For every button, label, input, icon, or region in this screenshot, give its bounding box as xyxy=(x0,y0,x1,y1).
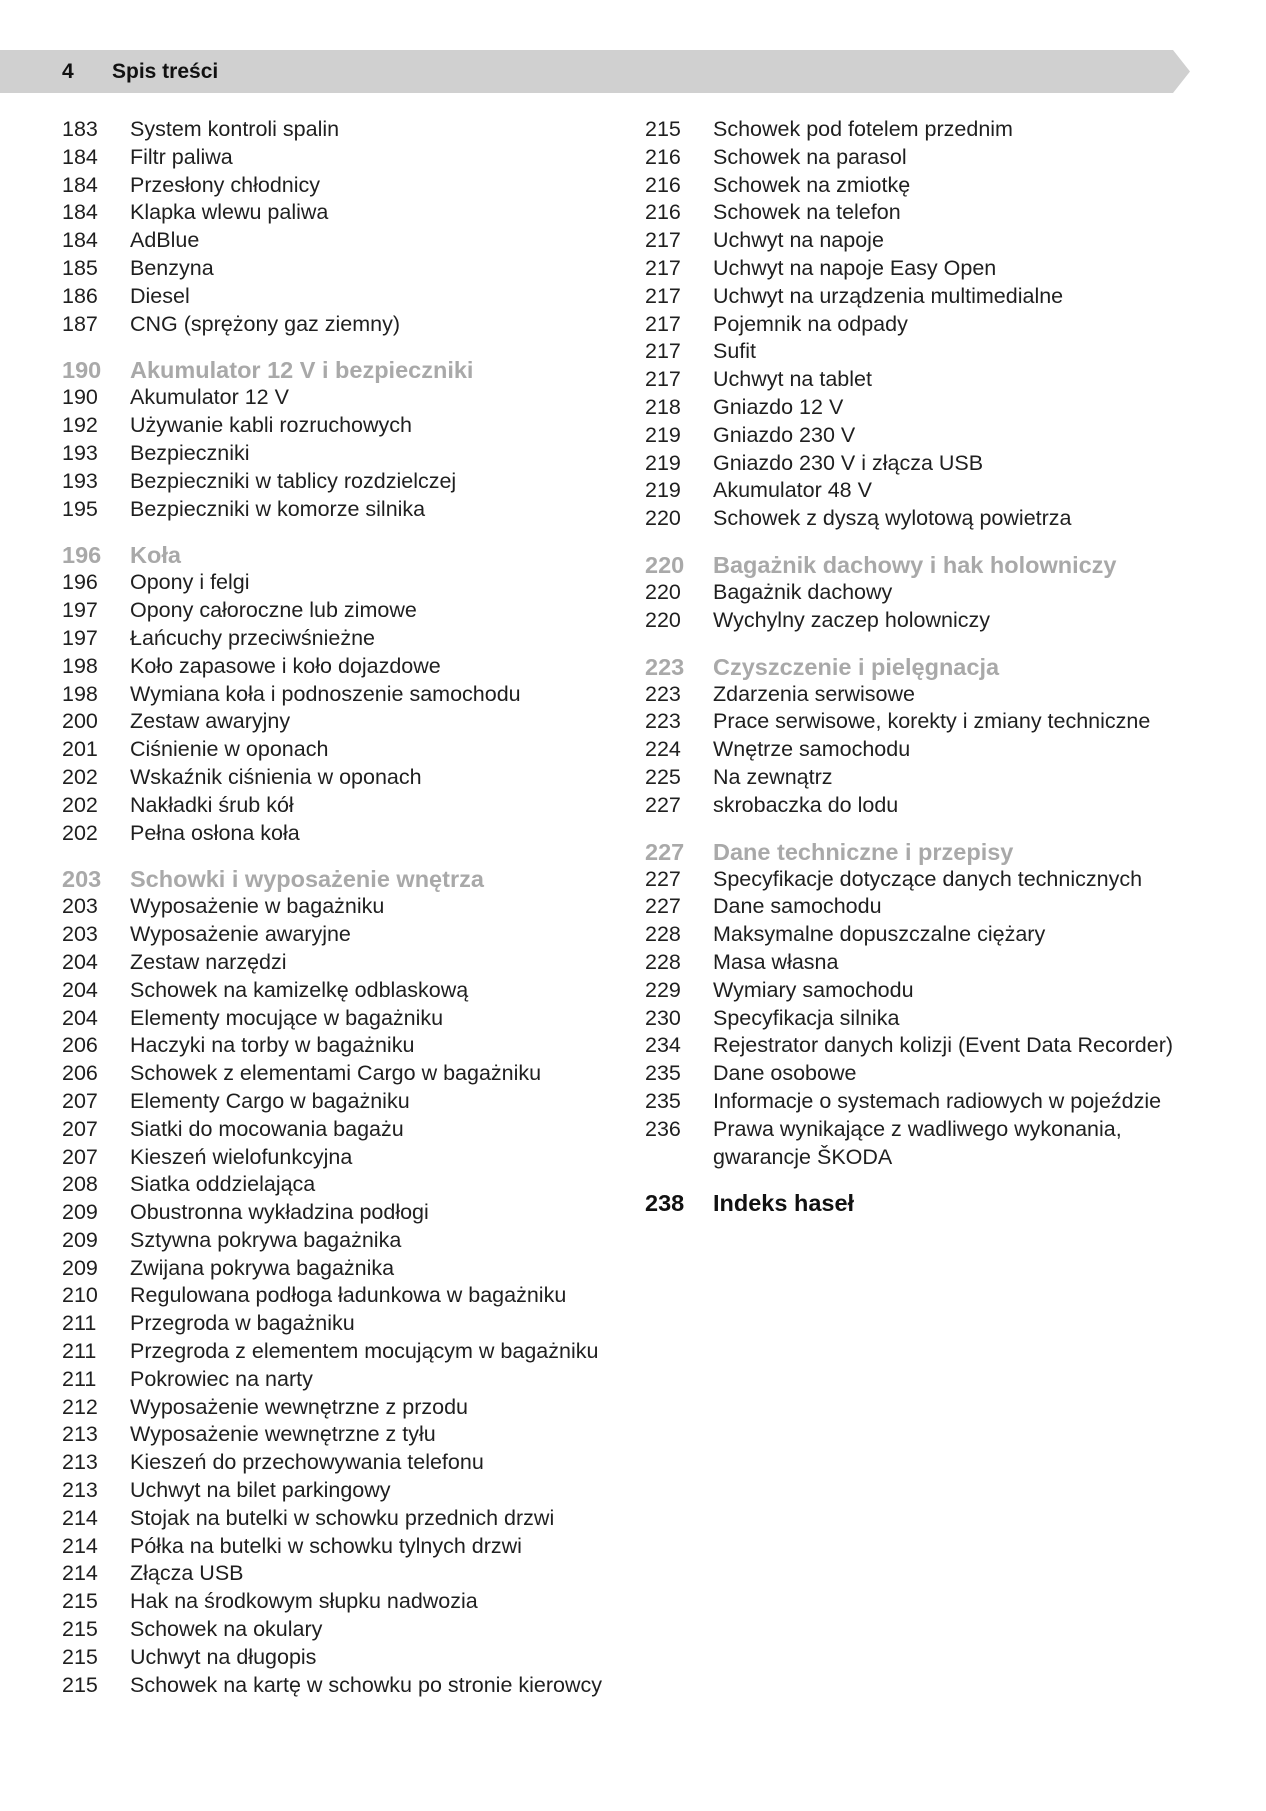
toc-page-number: 215 xyxy=(62,1672,98,1697)
toc-entry[interactable] xyxy=(62,977,622,1005)
toc-entry-text: Informacje o systemach radiowych w pojeździe xyxy=(713,1088,1162,1113)
toc-entry-text: Pokrowiec na narty xyxy=(130,1366,313,1391)
toc-entry[interactable] xyxy=(62,1144,622,1172)
toc-entry-text: Bezpieczniki w tablicy rozdzielczej xyxy=(130,468,457,493)
header-title: Spis treści xyxy=(112,60,219,83)
toc-entry[interactable] xyxy=(645,1005,1205,1033)
toc-entry[interactable] xyxy=(645,283,1205,311)
toc-entry-text: Przegroda w bagażniku xyxy=(130,1311,355,1336)
toc-entry[interactable] xyxy=(62,1672,622,1700)
toc-page-number: 227 xyxy=(645,894,681,919)
toc-entry[interactable] xyxy=(62,1588,622,1616)
toc-entry[interactable] xyxy=(62,199,622,227)
toc-entry[interactable] xyxy=(62,792,622,820)
toc-page-number: 217 xyxy=(645,228,681,253)
toc-section xyxy=(645,838,1205,1172)
toc-entry-text: System kontroli spalin xyxy=(130,117,340,141)
toc-entry[interactable] xyxy=(62,1533,622,1561)
toc-entry[interactable] xyxy=(62,1255,622,1283)
toc-entry-text: Stojak na butelki w schowku przednich drzwi xyxy=(130,1505,555,1530)
toc-page-number: 220 xyxy=(645,551,685,578)
page-header xyxy=(0,50,1190,93)
toc-page-number: 209 xyxy=(62,1255,98,1280)
toc-entry-text: Schowek na zmiotkę xyxy=(713,172,911,197)
toc-page-number: 215 xyxy=(62,1617,98,1642)
toc-entry-text: Prace serwisowe, korekty i zmiany techniczne xyxy=(713,709,1151,734)
toc-entry-text: Dane samochodu xyxy=(713,894,882,919)
toc-entry[interactable] xyxy=(645,477,1205,505)
toc-entry-text: Schowek na kartę w schowku po stronie kierowcy xyxy=(130,1672,603,1697)
toc-page-number: 193 xyxy=(62,468,98,493)
toc-entry-text: skrobaczka do lodu xyxy=(713,792,899,817)
toc-entry-text: Siatka oddzielająca xyxy=(130,1172,316,1197)
toc-entry[interactable] xyxy=(62,412,622,440)
toc-page-number: 198 xyxy=(62,653,98,678)
toc-page-number: 197 xyxy=(62,598,98,623)
toc-page-number: 203 xyxy=(62,922,98,947)
toc-page-number: 209 xyxy=(62,1227,98,1252)
toc-entry[interactable] xyxy=(645,172,1205,200)
toc-entry-text: Gniazdo 12 V xyxy=(713,394,844,419)
toc-page-number: 213 xyxy=(62,1422,98,1447)
toc-entry[interactable] xyxy=(62,1227,622,1255)
toc-page-number: 236 xyxy=(645,1116,681,1141)
toc-page-number: 192 xyxy=(62,413,98,438)
toc-section xyxy=(62,865,622,1699)
toc-section xyxy=(645,653,1205,820)
toc-page-number: 206 xyxy=(62,1061,98,1086)
toc-entry[interactable] xyxy=(645,977,1205,1005)
toc-page-number: 213 xyxy=(62,1478,98,1503)
toc-entry[interactable] xyxy=(645,227,1205,255)
toc-entry[interactable] xyxy=(645,893,1205,921)
toc-page-number: 217 xyxy=(645,283,681,308)
toc-entry-text: Hak na środkowym słupku nadwozia xyxy=(130,1589,478,1614)
toc-page-number: 186 xyxy=(62,283,98,308)
toc-entry-text: Bezpieczniki xyxy=(130,440,250,465)
toc-entry[interactable] xyxy=(62,681,622,709)
toc-entry-text: Wymiary samochodu xyxy=(713,977,914,1002)
toc-entry-text: Kieszeń do przechowywania telefonu xyxy=(130,1450,484,1475)
toc-entry[interactable] xyxy=(645,607,1205,635)
toc-entry-text: Elementy Cargo w bagażniku xyxy=(130,1088,410,1113)
toc-page-number: 196 xyxy=(62,570,98,595)
toc-page-number: 198 xyxy=(62,681,98,706)
toc-page-number: 230 xyxy=(645,1005,681,1030)
toc-right-column xyxy=(645,116,1205,1217)
toc-entry-text: Akumulator 48 V xyxy=(713,478,872,503)
toc-page-number: 228 xyxy=(645,922,681,947)
toc-page-number: 214 xyxy=(62,1561,98,1586)
toc-entry[interactable] xyxy=(62,311,622,339)
toc-entry[interactable] xyxy=(62,468,622,496)
toc-entry[interactable] xyxy=(62,1310,622,1338)
toc-entry[interactable] xyxy=(62,1088,622,1116)
toc-page-number: 202 xyxy=(62,792,98,817)
toc-entry[interactable] xyxy=(62,569,622,597)
toc-page-number: 211 xyxy=(62,1339,97,1364)
toc-page-number: 207 xyxy=(62,1144,98,1169)
toc-entry-text: Opony całoroczne lub zimowe xyxy=(130,598,417,623)
toc-entry[interactable] xyxy=(62,1199,622,1227)
toc-entry[interactable] xyxy=(62,921,622,949)
toc-entry-text: AdBlue xyxy=(130,228,200,253)
toc-entry-text: Specyfikacja silnika xyxy=(713,1005,900,1030)
toc-entry-text: Gniazdo 230 V xyxy=(713,422,856,447)
toc-entry-text: Łańcuchy przeciwśnieżne xyxy=(130,625,375,650)
toc-entry-text: Kieszeń wielofunkcyjna xyxy=(130,1144,353,1169)
toc-page-number: 229 xyxy=(645,977,681,1002)
toc-entry-text: Sztywna pokrywa bagażnika xyxy=(130,1227,402,1252)
toc-entry-text: Opony i felgi xyxy=(130,570,250,595)
toc-left-column xyxy=(62,116,622,1699)
toc-entry-text: Zestaw narzędzi xyxy=(130,949,287,974)
toc-entry[interactable] xyxy=(645,199,1205,227)
toc-entry-text: Zestaw awaryjny xyxy=(130,709,291,734)
toc-page-number: 211 xyxy=(62,1311,97,1336)
toc-page-number: 190 xyxy=(62,385,98,410)
toc-page-number: 203 xyxy=(62,894,98,919)
toc-page-number: 196 xyxy=(62,542,102,569)
toc-entry[interactable] xyxy=(62,1477,622,1505)
toc-entry[interactable] xyxy=(62,653,622,681)
toc-section-heading[interactable] xyxy=(645,838,1205,866)
toc-page-number: 223 xyxy=(645,653,685,680)
toc-entry-text: Nakładki śrub kół xyxy=(130,792,294,817)
toc-page-number: 216 xyxy=(645,200,681,225)
toc-page-number: 219 xyxy=(645,478,681,503)
toc-entry-text: Siatki do mocowania bagażu xyxy=(130,1116,404,1141)
toc-section xyxy=(645,1189,1205,1217)
toc-entry-text: Uchwyt na napoje xyxy=(713,228,884,253)
toc-entry-text: Pojemnik na odpady xyxy=(713,311,908,336)
toc-entry-text: Uchwyt na długopis xyxy=(130,1644,317,1669)
toc-entry-text: Na zewnątrz xyxy=(713,764,833,789)
toc-entry[interactable] xyxy=(62,1394,622,1422)
toc-entry-text: Uchwyt na tablet xyxy=(713,367,872,392)
toc-entry[interactable] xyxy=(62,1505,622,1533)
toc-entry[interactable] xyxy=(62,255,622,283)
toc-entry-text: Schowki i wyposażenie wnętrza xyxy=(130,866,484,893)
toc-entry[interactable] xyxy=(645,949,1205,977)
toc-entry[interactable] xyxy=(62,1282,622,1310)
toc-entry-text: Wnętrze samochodu xyxy=(713,737,911,762)
toc-page-number: 235 xyxy=(645,1088,681,1113)
toc-section-heading[interactable] xyxy=(645,653,1205,681)
toc-page-number: 190 xyxy=(62,357,102,384)
toc-entry[interactable] xyxy=(62,172,622,200)
toc-page-number: 197 xyxy=(62,625,98,650)
toc-entry[interactable] xyxy=(62,1366,622,1394)
toc-entry[interactable] xyxy=(645,505,1205,533)
header-page-number: 4 xyxy=(62,60,74,83)
toc-page-number: 224 xyxy=(645,737,681,762)
toc-page-number: 217 xyxy=(645,255,681,280)
toc-entry[interactable] xyxy=(645,144,1205,172)
toc-entry[interactable] xyxy=(62,893,622,921)
toc-entry-text: Wyposażenie awaryjne xyxy=(130,922,351,947)
toc-entry-text: CNG (sprężony gaz ziemny) xyxy=(130,311,401,336)
toc-entry-text: Dane techniczne i przepisy xyxy=(713,838,1014,865)
toc-entry-text: Prawa wynikające z wadliwego wykonania, gwarancje ŠKODA xyxy=(713,1116,1122,1169)
toc-entry-text: Schowek na parasol xyxy=(713,144,907,169)
toc-page-number: 234 xyxy=(645,1033,681,1058)
toc-section-heading[interactable] xyxy=(62,865,622,893)
toc-page-number: 187 xyxy=(62,311,98,336)
toc-entry[interactable] xyxy=(62,597,622,625)
toc-entry[interactable] xyxy=(645,311,1205,339)
toc-entry[interactable] xyxy=(62,227,622,255)
toc-entry[interactable] xyxy=(62,440,622,468)
toc-entry[interactable] xyxy=(62,116,622,144)
toc-entry-text: Regulowana podłoga ładunkowa w bagażniku xyxy=(130,1283,567,1308)
toc-entry[interactable] xyxy=(62,949,622,977)
toc-page-number: 225 xyxy=(645,764,681,789)
toc-page-number: 207 xyxy=(62,1088,98,1113)
toc-entry-text: Wyposażenie wewnętrzne z przodu xyxy=(130,1394,469,1419)
toc-entry[interactable] xyxy=(645,422,1205,450)
toc-entry[interactable] xyxy=(62,1005,622,1033)
toc-entry-text: Filtr paliwa xyxy=(130,144,233,169)
toc-entry[interactable] xyxy=(645,338,1205,366)
toc-entry-text: Rejestrator danych kolizji (Event Data Recorder) xyxy=(713,1033,1174,1058)
toc-page-number: 202 xyxy=(62,820,98,845)
toc-entry-text: Akumulator 12 V i bezpieczniki xyxy=(130,357,474,384)
toc-entry[interactable] xyxy=(645,255,1205,283)
toc-page-number: 193 xyxy=(62,440,98,465)
toc-entry-text: Schowek na telefon xyxy=(713,200,901,225)
toc-page-number: 214 xyxy=(62,1505,98,1530)
toc-entry[interactable] xyxy=(645,681,1205,709)
toc-entry[interactable] xyxy=(645,1116,1205,1172)
toc-entry-text: Uchwyt na napoje Easy Open xyxy=(713,255,997,280)
toc-entry-text: Półka na butelki w schowku tylnych drzwi xyxy=(130,1533,522,1558)
toc-entry-text: Schowek na kamizelkę odblaskową xyxy=(130,977,469,1002)
toc-page-number: 220 xyxy=(645,579,681,604)
toc-page-number: 204 xyxy=(62,1005,98,1030)
toc-entry-text: Przesłony chłodnicy xyxy=(130,172,321,197)
toc-page-number: 203 xyxy=(62,866,102,893)
toc-entry-text: Indeks haseł xyxy=(713,1190,855,1217)
toc-entry[interactable] xyxy=(645,450,1205,478)
toc-page-number: 206 xyxy=(62,1033,98,1058)
toc-entry-text: Wyposażenie wewnętrzne z tyłu xyxy=(130,1422,436,1447)
toc-page-number: 217 xyxy=(645,311,681,336)
toc-entry-text: Zdarzenia serwisowe xyxy=(713,681,915,706)
toc-section xyxy=(62,356,622,523)
toc-page-number: 223 xyxy=(645,709,681,734)
toc-page-number: 210 xyxy=(62,1283,98,1308)
toc-entry[interactable] xyxy=(62,384,622,412)
toc-page-number: 185 xyxy=(62,255,98,280)
toc-page-number: 202 xyxy=(62,764,98,789)
toc-entry-text: Dane osobowe xyxy=(713,1061,857,1086)
toc-entry-text: Używanie kabli rozruchowych xyxy=(130,413,412,438)
toc-page-number: 227 xyxy=(645,866,681,891)
toc-entry-text: Czyszczenie i pielęgnacja xyxy=(713,653,1000,680)
toc-section xyxy=(62,116,622,338)
toc-entry-text: Masa własna xyxy=(713,949,839,974)
toc-entry[interactable] xyxy=(62,1032,622,1060)
toc-entry-text: Wyposażenie w bagażniku xyxy=(130,894,385,919)
toc-page-number: 215 xyxy=(645,117,681,141)
toc-entry[interactable] xyxy=(62,1060,622,1088)
toc-entry-text: Gniazdo 230 V i złącza USB xyxy=(713,450,984,475)
toc-entry[interactable] xyxy=(645,792,1205,820)
toc-entry[interactable] xyxy=(645,764,1205,792)
toc-page-number: 216 xyxy=(645,172,681,197)
toc-page-number: 228 xyxy=(645,949,681,974)
toc-section xyxy=(645,551,1205,635)
toc-entry[interactable] xyxy=(645,866,1205,894)
toc-page-number: 223 xyxy=(645,681,681,706)
toc-page-number: 184 xyxy=(62,228,98,253)
toc-page-number: 217 xyxy=(645,339,681,364)
toc-page-number: 227 xyxy=(645,792,681,817)
toc-entry-text: Koło zapasowe i koło dojazdowe xyxy=(130,653,441,678)
toc-entry-text: Zwijana pokrywa bagażnika xyxy=(130,1255,395,1280)
toc-page-number: 216 xyxy=(645,144,681,169)
toc-page-number: 195 xyxy=(62,496,98,521)
toc-entry-text: Benzyna xyxy=(130,255,214,280)
toc-page-number: 201 xyxy=(62,737,98,762)
toc-entry-text: Akumulator 12 V xyxy=(130,385,289,410)
toc-entry[interactable] xyxy=(62,708,622,736)
toc-entry-text: Uchwyt na bilet parkingowy xyxy=(130,1478,391,1503)
toc-page-number: 235 xyxy=(645,1061,681,1086)
toc-page-number: 211 xyxy=(62,1366,97,1391)
toc-section-heading[interactable] xyxy=(645,551,1205,579)
toc-entry[interactable] xyxy=(645,579,1205,607)
toc-entry[interactable] xyxy=(645,366,1205,394)
toc-entry[interactable] xyxy=(645,1032,1205,1060)
toc-section-heading[interactable] xyxy=(62,356,622,384)
toc-entry-text: Schowek pod fotelem przednim xyxy=(713,117,1013,141)
toc-page-number: 213 xyxy=(62,1450,98,1475)
toc-section xyxy=(62,541,622,847)
toc-entry[interactable] xyxy=(645,736,1205,764)
toc-page-number: 200 xyxy=(62,709,98,734)
toc-entry[interactable] xyxy=(645,708,1205,736)
toc-entry[interactable] xyxy=(645,116,1205,144)
toc-entry[interactable] xyxy=(62,736,622,764)
toc-page-number: 227 xyxy=(645,838,685,865)
toc-entry-text: Wymiana koła i podnoszenie samochodu xyxy=(130,681,521,706)
toc-page-number: 217 xyxy=(645,367,681,392)
toc-entry[interactable] xyxy=(645,394,1205,422)
toc-section-heading[interactable] xyxy=(645,1189,1205,1217)
toc-entry-text: Złącza USB xyxy=(130,1561,244,1586)
toc-entry[interactable] xyxy=(62,1116,622,1144)
toc-entry-text: Bagażnik dachowy i hak holowniczy xyxy=(713,551,1117,578)
toc-entry-text: Sufit xyxy=(713,339,757,364)
toc-entry[interactable] xyxy=(62,144,622,172)
toc-entry[interactable] xyxy=(62,1338,622,1366)
toc-entry[interactable] xyxy=(645,1060,1205,1088)
toc-page-number: 208 xyxy=(62,1172,98,1197)
toc-page-number: 218 xyxy=(645,394,681,419)
toc-page-number: 207 xyxy=(62,1116,98,1141)
toc-entry[interactable] xyxy=(62,1421,622,1449)
toc-entry-text: Maksymalne dopuszczalne ciężary xyxy=(713,922,1046,947)
toc-section xyxy=(645,116,1205,533)
toc-entry[interactable] xyxy=(645,921,1205,949)
toc-page-number: 184 xyxy=(62,172,98,197)
toc-page-number: 215 xyxy=(62,1644,98,1669)
toc-page-number: 220 xyxy=(645,506,681,531)
toc-entry-text: Specyfikacje dotyczące danych technicznych xyxy=(713,866,1143,891)
toc-section-heading[interactable] xyxy=(62,541,622,569)
toc-entry-text: Pełna osłona koła xyxy=(130,820,300,845)
toc-page-number: 219 xyxy=(645,422,681,447)
toc-entry-text: Obustronna wykładzina podłogi xyxy=(130,1200,429,1225)
toc-entry-text: Ciśnienie w oponach xyxy=(130,737,329,762)
toc-entry[interactable] xyxy=(62,764,622,792)
toc-entry-text: Haczyki na torby w bagażniku xyxy=(130,1033,415,1058)
toc-entry-text: Elementy mocujące w bagażniku xyxy=(130,1005,444,1030)
toc-entry[interactable] xyxy=(62,820,622,848)
toc-page-number: 212 xyxy=(62,1394,98,1419)
toc-entry[interactable] xyxy=(62,1449,622,1477)
toc-entry-text: Wychylny zaczep holowniczy xyxy=(713,607,991,632)
toc-page-number: 183 xyxy=(62,117,98,141)
toc-entry-text: Schowek na okulary xyxy=(130,1617,323,1642)
toc-entry-text: Diesel xyxy=(130,283,190,308)
toc-entry-text: Uchwyt na urządzenia multimedialne xyxy=(713,283,1064,308)
toc-entry-text: Przegroda z elementem mocującym w bagażniku xyxy=(130,1339,599,1364)
toc-entry[interactable] xyxy=(62,1616,622,1644)
toc-page-number: 204 xyxy=(62,949,98,974)
toc-entry-text: Schowek z dyszą wylotową powietrza xyxy=(713,506,1072,531)
toc-entry-text: Klapka wlewu paliwa xyxy=(130,200,329,225)
toc-entry-text: Wskaźnik ciśnienia w oponach xyxy=(130,764,422,789)
toc-entry[interactable] xyxy=(645,1088,1205,1116)
toc-page-number: 204 xyxy=(62,977,98,1002)
toc-entry-text: Bagażnik dachowy xyxy=(713,579,893,604)
toc-entry[interactable] xyxy=(62,1171,622,1199)
toc-page-number: 184 xyxy=(62,200,98,225)
toc-entry[interactable] xyxy=(62,283,622,311)
toc-page-number: 220 xyxy=(645,607,681,632)
toc-entry[interactable] xyxy=(62,1560,622,1588)
toc-page-number: 214 xyxy=(62,1533,98,1558)
toc-entry-text: Koła xyxy=(130,542,181,569)
toc-page-number: 219 xyxy=(645,450,681,475)
toc-entry[interactable] xyxy=(62,625,622,653)
toc-page-number: 184 xyxy=(62,144,98,169)
toc-entry-text: Schowek z elementami Cargo w bagażniku xyxy=(130,1061,542,1086)
toc-page-number: 215 xyxy=(62,1589,98,1614)
toc-entry-text: Bezpieczniki w komorze silnika xyxy=(130,496,426,521)
toc-page-number: 209 xyxy=(62,1200,98,1225)
toc-entry[interactable] xyxy=(62,496,622,524)
toc-page-number: 238 xyxy=(645,1190,685,1217)
toc-entry[interactable] xyxy=(62,1644,622,1672)
